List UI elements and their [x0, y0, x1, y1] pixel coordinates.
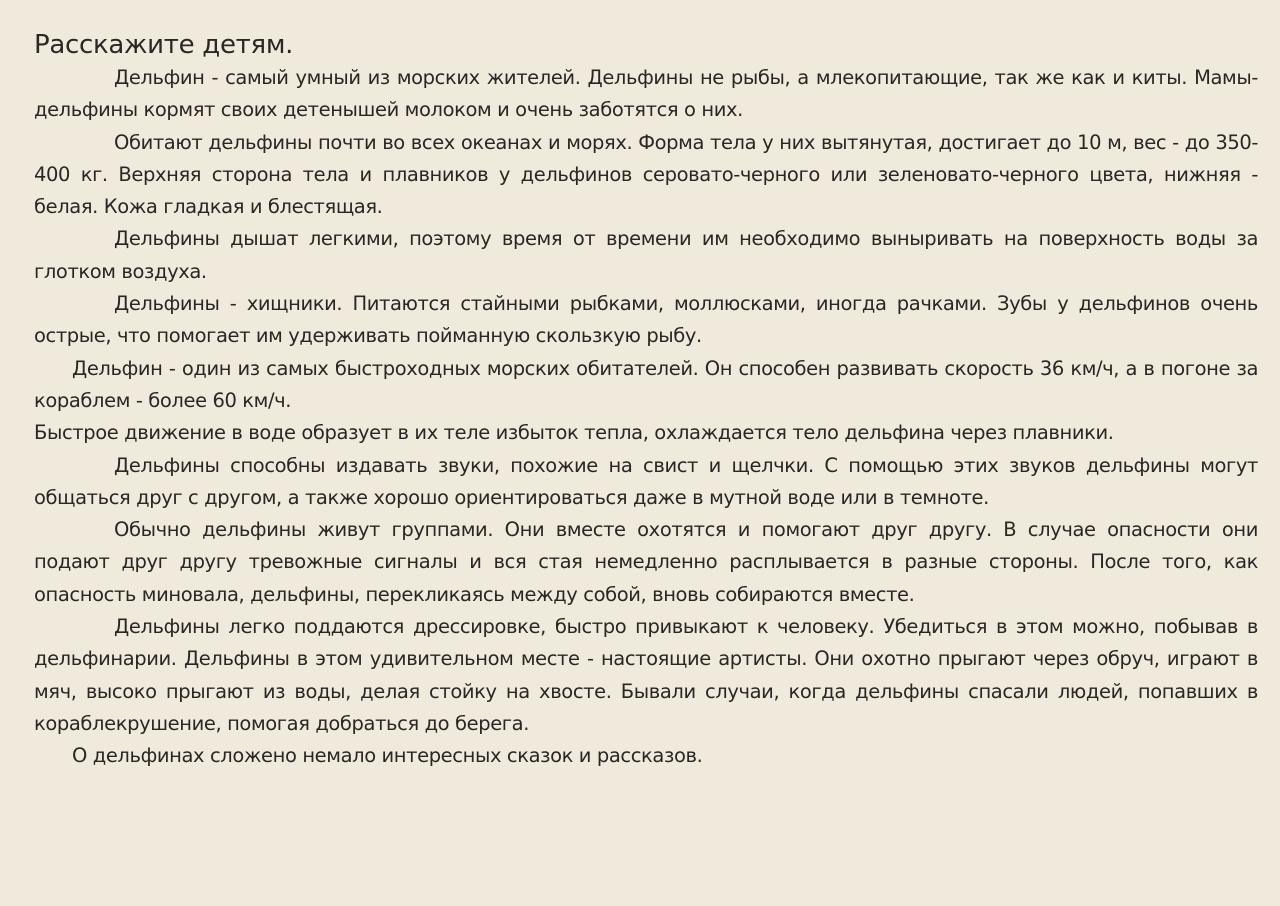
paragraph-sounds: Дельфины способны издавать звуки, похожие на свист и щелчки. С помощью этих звуков дельфины могут общаться друг с другом, а также хорошо ориентироваться даже в мутной воде или в темноте. [34, 453, 1258, 509]
paragraph-intro: Дельфин - самый умный из морских жителей. Дельфины не рыбы, а млекопитающие, так же как и киты. Мамы-дельфины кормят своих детенышей молоком и очень заботятся о них. [34, 66, 1258, 122]
paragraph-habitat: Обитают дельфины почти во всех океанах и морях. Форма тела у них вытянутая, достигает до 10 м, вес - до 350-400 кг. Верхняя сторона тела и плавников у дельфинов серовато-черного или зеленовато-черного цвета, нижняя - белая. Кожа гладкая и блестящая. [34, 130, 1258, 219]
paragraph-tales: О дельфинах сложено немало интересных сказок и рассказов. [72, 744, 703, 768]
document-title: Расскажите детям. [34, 30, 294, 60]
paragraph-breathing: Дельфины дышат легкими, поэтому время от времени им необходимо выныривать на поверхность воды за глотком воздуха. [34, 227, 1258, 283]
paragraph-training: Дельфины легко поддаются дрессировке, быстро привыкают к человеку. Убедиться в этом можно, побывав в дельфинарии. Дельфины в этом удивительном месте - настоящие артисты. Они охотно прыгают через обруч, играют в мяч, высоко прыгают из воды, делая стойку на хвосте. Бывали случаи, когда дельфины спасали людей, попавших в кораблекрушение, помогая добраться до берега. [34, 615, 1258, 735]
paragraph-speed: Дельфин - один из самых быстроходных морских обитателей. Он способен развивать скорость 36 км/ч, а в погоне за кораблем - более 60 км/ч. [34, 356, 1258, 412]
paragraph-heat: Быстрое движение в воде образует в их теле избыток тепла, охлаждается тело дельфина через плавники. [34, 421, 1114, 445]
paragraph-groups: Обычно дельфины живут группами. Они вместе охотятся и помогают друг другу. В случае опасности они подают друг другу тревожные сигналы и вся стая немедленно расплывается в разные стороны. После того, как опасность миновала, дельфины, перекликаясь между собой, вновь собираются вместе. [34, 518, 1258, 606]
paragraph-diet: Дельфины - хищники. Питаются стайными рыбками, моллюсками, иногда рачками. Зубы у дельфинов очень острые, что помогает им удерживать пойманную скользкую рыбу. [34, 292, 1258, 348]
